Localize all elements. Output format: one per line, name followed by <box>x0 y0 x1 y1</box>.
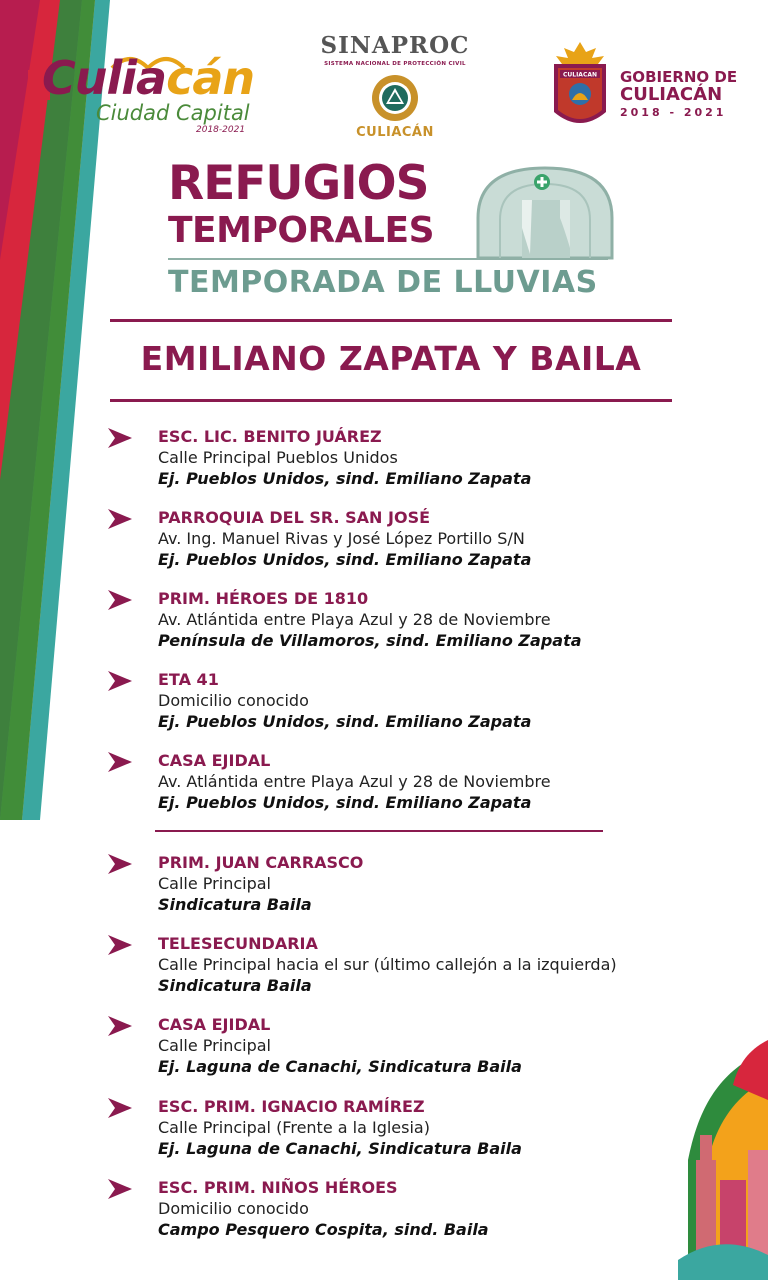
title-refugios: REFUGIOS <box>168 156 429 211</box>
sinaproc-name: SINAPROC <box>320 32 470 59</box>
chevron-arrow-icon <box>108 1179 132 1199</box>
shelter-address: Domicilio conocido <box>158 1199 309 1218</box>
gobierno-line2: CULIACÁN <box>620 83 723 105</box>
shelter-name: ESC. PRIM. IGNACIO RAMÍREZ <box>158 1097 425 1116</box>
chevron-arrow-icon <box>108 752 132 772</box>
shelter-name: ESC. LIC. BENITO JUÁREZ <box>158 427 382 446</box>
civil-protection-emblem-icon <box>370 73 420 123</box>
gobierno-culiacan-text <box>620 70 737 118</box>
shelter-location: Campo Pesquero Cospita, sind. Baila <box>158 1220 489 1239</box>
shelter-location: Sindicatura Baila <box>158 976 312 995</box>
shelter-location: Ej. Laguna de Canachi, Sindicatura Baila <box>158 1139 522 1158</box>
title-temporales: TEMPORALES <box>168 210 435 251</box>
shelter-address: Calle Principal hacia el sur (último callejón a la izquierda) <box>158 955 617 974</box>
chevron-arrow-icon <box>108 1016 132 1036</box>
shelter-entry <box>0 1015 768 1085</box>
shelter-address: Av. Ing. Manuel Rivas y José López Portillo S/N <box>158 529 525 548</box>
chevron-arrow-icon <box>108 854 132 874</box>
culiacan-wordmark: Culiacán <box>42 51 255 105</box>
shelter-address: Av. Atlántida entre Playa Azul y 28 de Noviembre <box>158 610 551 629</box>
sinaproc-city: CULIACÁN <box>356 125 434 140</box>
gobierno-years: 2018 - 2021 <box>620 105 727 119</box>
shelter-name: CASA EJIDAL <box>158 1015 271 1034</box>
shelter-address: Calle Principal (Frente a la Iglesia) <box>158 1118 430 1137</box>
shelter-location: Ej. Pueblos Unidos, sind. Emiliano Zapata <box>158 712 532 731</box>
shelter-location: Ej. Pueblos Unidos, sind. Emiliano Zapata <box>158 469 532 488</box>
shelter-tent-icon <box>470 158 620 263</box>
shelter-address: Calle Principal Pueblos Unidos <box>158 448 398 467</box>
shield-label: CULIACAN <box>562 71 598 79</box>
shelter-entry <box>0 751 768 821</box>
group-divider <box>155 830 603 832</box>
shelter-location: Península de Villamoros, sind. Emiliano Zapata <box>158 631 582 650</box>
sinaproc-logo <box>305 34 485 140</box>
chevron-arrow-icon <box>108 935 132 955</box>
section-bottom-rule <box>110 399 672 402</box>
shelter-location: Sindicatura Baila <box>158 895 312 914</box>
shelter-address: Calle Principal <box>158 874 271 893</box>
shelter-entry <box>0 853 768 923</box>
shelter-name: ESC. PRIM. NIÑOS HÉROES <box>158 1178 398 1197</box>
shelter-entry <box>0 508 768 578</box>
section-top-rule <box>110 319 672 322</box>
shelter-entry <box>0 427 768 497</box>
shelter-entry <box>0 589 768 659</box>
culiacan-logo-years: 2018-2021 <box>196 125 246 135</box>
shelter-name: TELESECUNDARIA <box>158 934 318 953</box>
shelter-name: PRIM. JUAN CARRASCO <box>158 853 364 872</box>
season-subtitle: TEMPORADA DE LLUVIAS <box>168 265 598 300</box>
shelter-entry <box>0 1097 768 1167</box>
shelter-address: Calle Principal <box>158 1036 271 1055</box>
shelter-location: Ej. Pueblos Unidos, sind. Emiliano Zapata <box>158 550 532 569</box>
shelter-name: PARROQUIA DEL SR. SAN JOSÉ <box>158 508 431 527</box>
shelter-entry <box>0 934 768 1004</box>
shelter-address: Domicilio conocido <box>158 691 309 710</box>
gobierno-line1: GOBIERNO DE <box>620 68 738 86</box>
chevron-arrow-icon <box>108 671 132 691</box>
section-title: EMILIANO ZAPATA Y BAILA <box>140 339 642 378</box>
shelter-entry <box>0 1178 768 1248</box>
chevron-arrow-icon <box>108 1098 132 1118</box>
sinaproc-subtitle: SISTEMA NACIONAL DE PROTECCIÓN CIVIL <box>324 61 466 67</box>
shelter-address: Av. Atlántida entre Playa Azul y 28 de Noviembre <box>158 772 551 791</box>
shelter-name: CASA EJIDAL <box>158 751 271 770</box>
chevron-arrow-icon <box>108 428 132 448</box>
shelter-name: PRIM. HÉROES DE 1810 <box>158 589 369 608</box>
shelter-location: Ej. Pueblos Unidos, sind. Emiliano Zapata <box>158 793 532 812</box>
shelter-location: Ej. Laguna de Canachi, Sindicatura Baila <box>158 1057 522 1076</box>
shelter-entry <box>0 670 768 740</box>
title-divider <box>168 258 608 260</box>
chevron-arrow-icon <box>108 509 132 529</box>
ciudad-capital-text: Ciudad Capital <box>96 101 250 125</box>
shelter-name: ETA 41 <box>158 670 219 689</box>
culiacan-coat-of-arms-icon <box>548 42 612 132</box>
chevron-arrow-icon <box>108 590 132 610</box>
